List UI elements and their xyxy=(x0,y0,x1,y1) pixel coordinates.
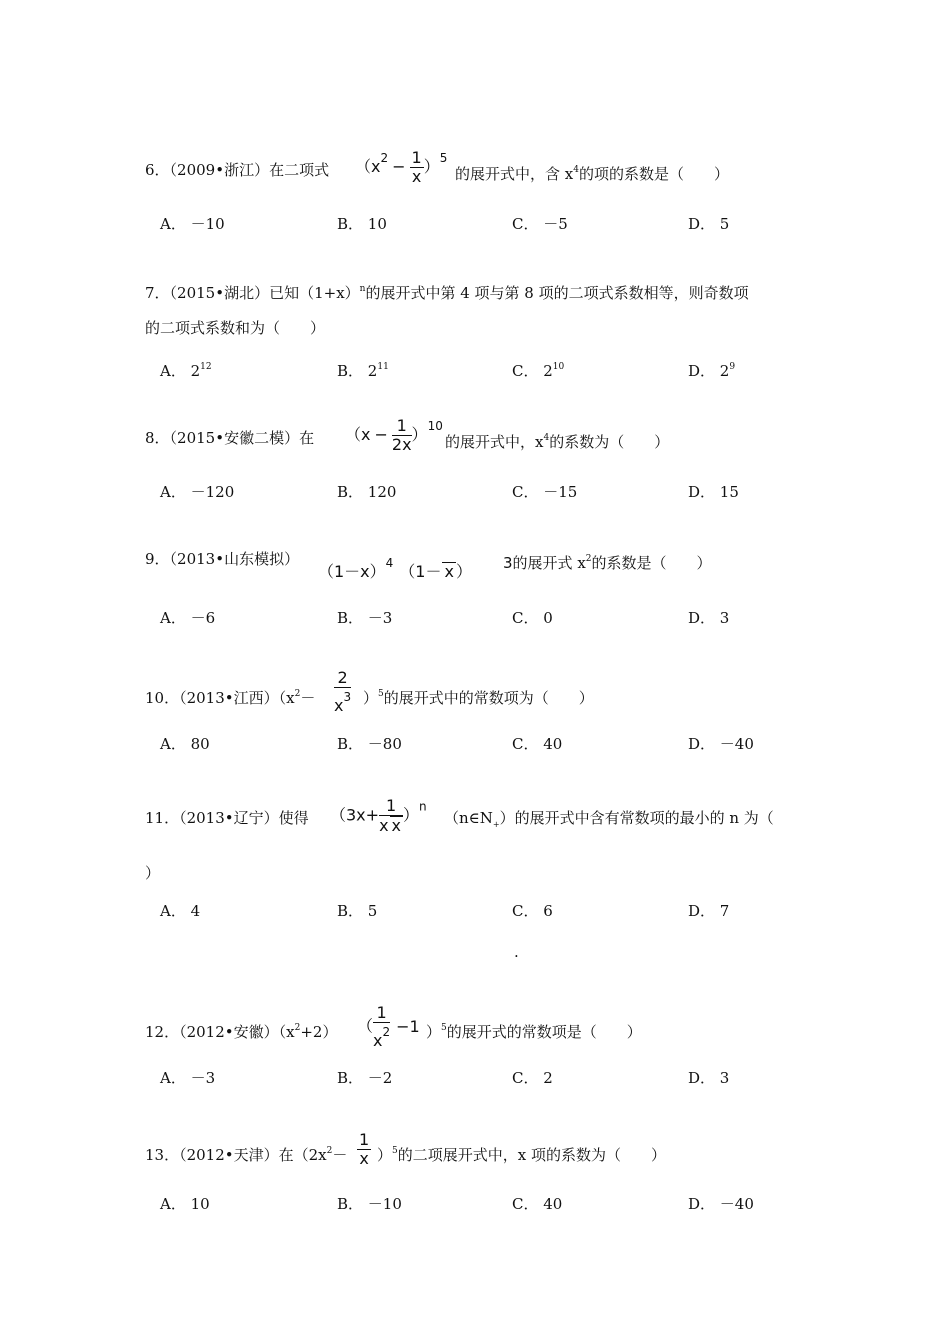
question-number: 13． xyxy=(145,1146,180,1164)
option-b: B． －3 xyxy=(337,609,393,627)
option-c: C． 0 xyxy=(512,609,553,627)
question-number: 10． xyxy=(145,689,180,707)
question-11-stem-line2: ） xyxy=(145,864,161,882)
option-b: B． －2 xyxy=(337,1069,393,1087)
option-a: A． －3 xyxy=(160,1069,216,1087)
option-d: D． $2^9$ xyxy=(688,362,736,380)
question-7-stem: 7．（2015•湖北）已知$(1+x)^n$的展开式中第 4 项与第 8 项的二项式系数相等，则奇数项 xyxy=(145,284,749,302)
question-12-expression: （ $\frac{1}{x^2}$ −1 xyxy=(357,1003,420,1050)
question-number: 8． xyxy=(145,429,170,447)
question-source: （2015•湖北） xyxy=(169,284,270,302)
option-b: B． 5 xyxy=(337,902,378,920)
question-number: 12． xyxy=(145,1023,180,1041)
question-9-expression: $(1-x)^4$ （1－ x ） xyxy=(318,556,472,581)
option-d: D． 15 xyxy=(688,483,739,501)
option-a: A． 80 xyxy=(160,735,210,753)
option-c: C． －15 xyxy=(512,483,578,501)
question-source: （2009•浙江） xyxy=(169,161,270,179)
option-b: B． 120 xyxy=(337,483,397,501)
option-c: C． 2 xyxy=(512,1069,553,1087)
question-11-stem: 11．（2013•辽宁）使得 xyxy=(145,809,309,827)
option-b: B． －80 xyxy=(337,735,402,753)
question-10-stem-rest: ）$^5$的展开式中的常数项为（ ） xyxy=(363,689,594,707)
option-a: A． 10 xyxy=(160,1195,210,1213)
question-source: （2012•安徽） xyxy=(179,1023,279,1041)
question-source: （2013•辽宁） xyxy=(179,809,279,827)
question-6-stem-rest: 的展开式中，含 $x^4$的项的系数是（ ） xyxy=(455,165,729,183)
question-8-expression: （x − $\frac{1}{2x}$ ）$^{10}$ xyxy=(345,416,443,454)
question-9-stem xyxy=(145,549,299,569)
option-d: D． －40 xyxy=(688,1195,754,1213)
option-d: D． 3 xyxy=(688,609,730,627)
question-12-stem-rest: ）$^5$的展开式的常数项是（ ） xyxy=(426,1023,642,1041)
question-7-stem-line2: 的二项式系数和为（ ） xyxy=(145,319,326,337)
question-8-stem-rest: 的展开式中，$x^4$的系数为（ ） xyxy=(445,433,670,451)
question-number: 7． xyxy=(145,284,170,302)
question-number: 9． xyxy=(145,550,170,568)
stray-dot: . xyxy=(514,943,519,961)
option-a: A． 4 xyxy=(160,902,201,920)
option-d: D． 7 xyxy=(688,902,730,920)
question-source: （2013•江西） xyxy=(179,689,279,707)
option-d: D． 5 xyxy=(688,215,730,233)
option-d: D． 3 xyxy=(688,1069,730,1087)
question-8-stem: 8．（2015•安徽二模）在 xyxy=(145,429,315,447)
option-c: C． 40 xyxy=(512,735,563,753)
option-b: B． －10 xyxy=(337,1195,402,1213)
question-source: （2013•山东模拟） xyxy=(169,550,300,568)
option-c: C． 6 xyxy=(512,902,553,920)
question-6-expression: （$x^2$ − $\frac{1}{x}$ ）$^5$ xyxy=(355,148,448,186)
question-number: 6． xyxy=(145,161,170,179)
question-12-stem: 12．（2012•安徽）$(x^2+2)$ xyxy=(145,1023,338,1041)
option-c: C． －5 xyxy=(512,215,568,233)
question-11-expression: （3x+ $\frac{1}{\text{x x}}$ ）$^n$ xyxy=(330,796,427,835)
option-c: C． 40 xyxy=(512,1195,563,1213)
option-a: A． －120 xyxy=(160,483,235,501)
option-d: D． －40 xyxy=(688,735,754,753)
option-c: C． $2^{10}$ xyxy=(512,362,565,380)
question-11-stem-rest: $(n\in N_+)$的展开式中含有常数项的最小的 n 为（ xyxy=(444,809,774,829)
question-13-fraction: $\frac{1}{x}$ xyxy=(359,1130,370,1168)
option-a: A． －6 xyxy=(160,609,216,627)
question-13-stem-rest: ）$^5$的二项展开式中，x 项的系数为（ ） xyxy=(377,1146,666,1164)
option-a: A． $2^{12}$ xyxy=(160,362,212,380)
option-b: B． $2^{11}$ xyxy=(337,362,389,380)
question-13-stem: 13．（2012•天津）在（$2x^2-$ xyxy=(145,1146,348,1164)
question-6-stem: 6．（2009•浙江）在二项式 xyxy=(145,161,330,179)
question-10-fraction: $\frac{2}{x^3}$ xyxy=(334,668,352,715)
question-10-stem: 10．（2013•江西）（$x^2-$ xyxy=(145,689,316,707)
option-a: A． －10 xyxy=(160,215,225,233)
option-b: B． 10 xyxy=(337,215,387,233)
question-9-stem-rest: 3的展开式 $x^2$的系数是（ ） xyxy=(503,554,712,572)
question-source: （2012•天津） xyxy=(179,1146,279,1164)
question-source: （2015•安徽二模） xyxy=(169,429,300,447)
question-number: 11． xyxy=(145,809,180,827)
